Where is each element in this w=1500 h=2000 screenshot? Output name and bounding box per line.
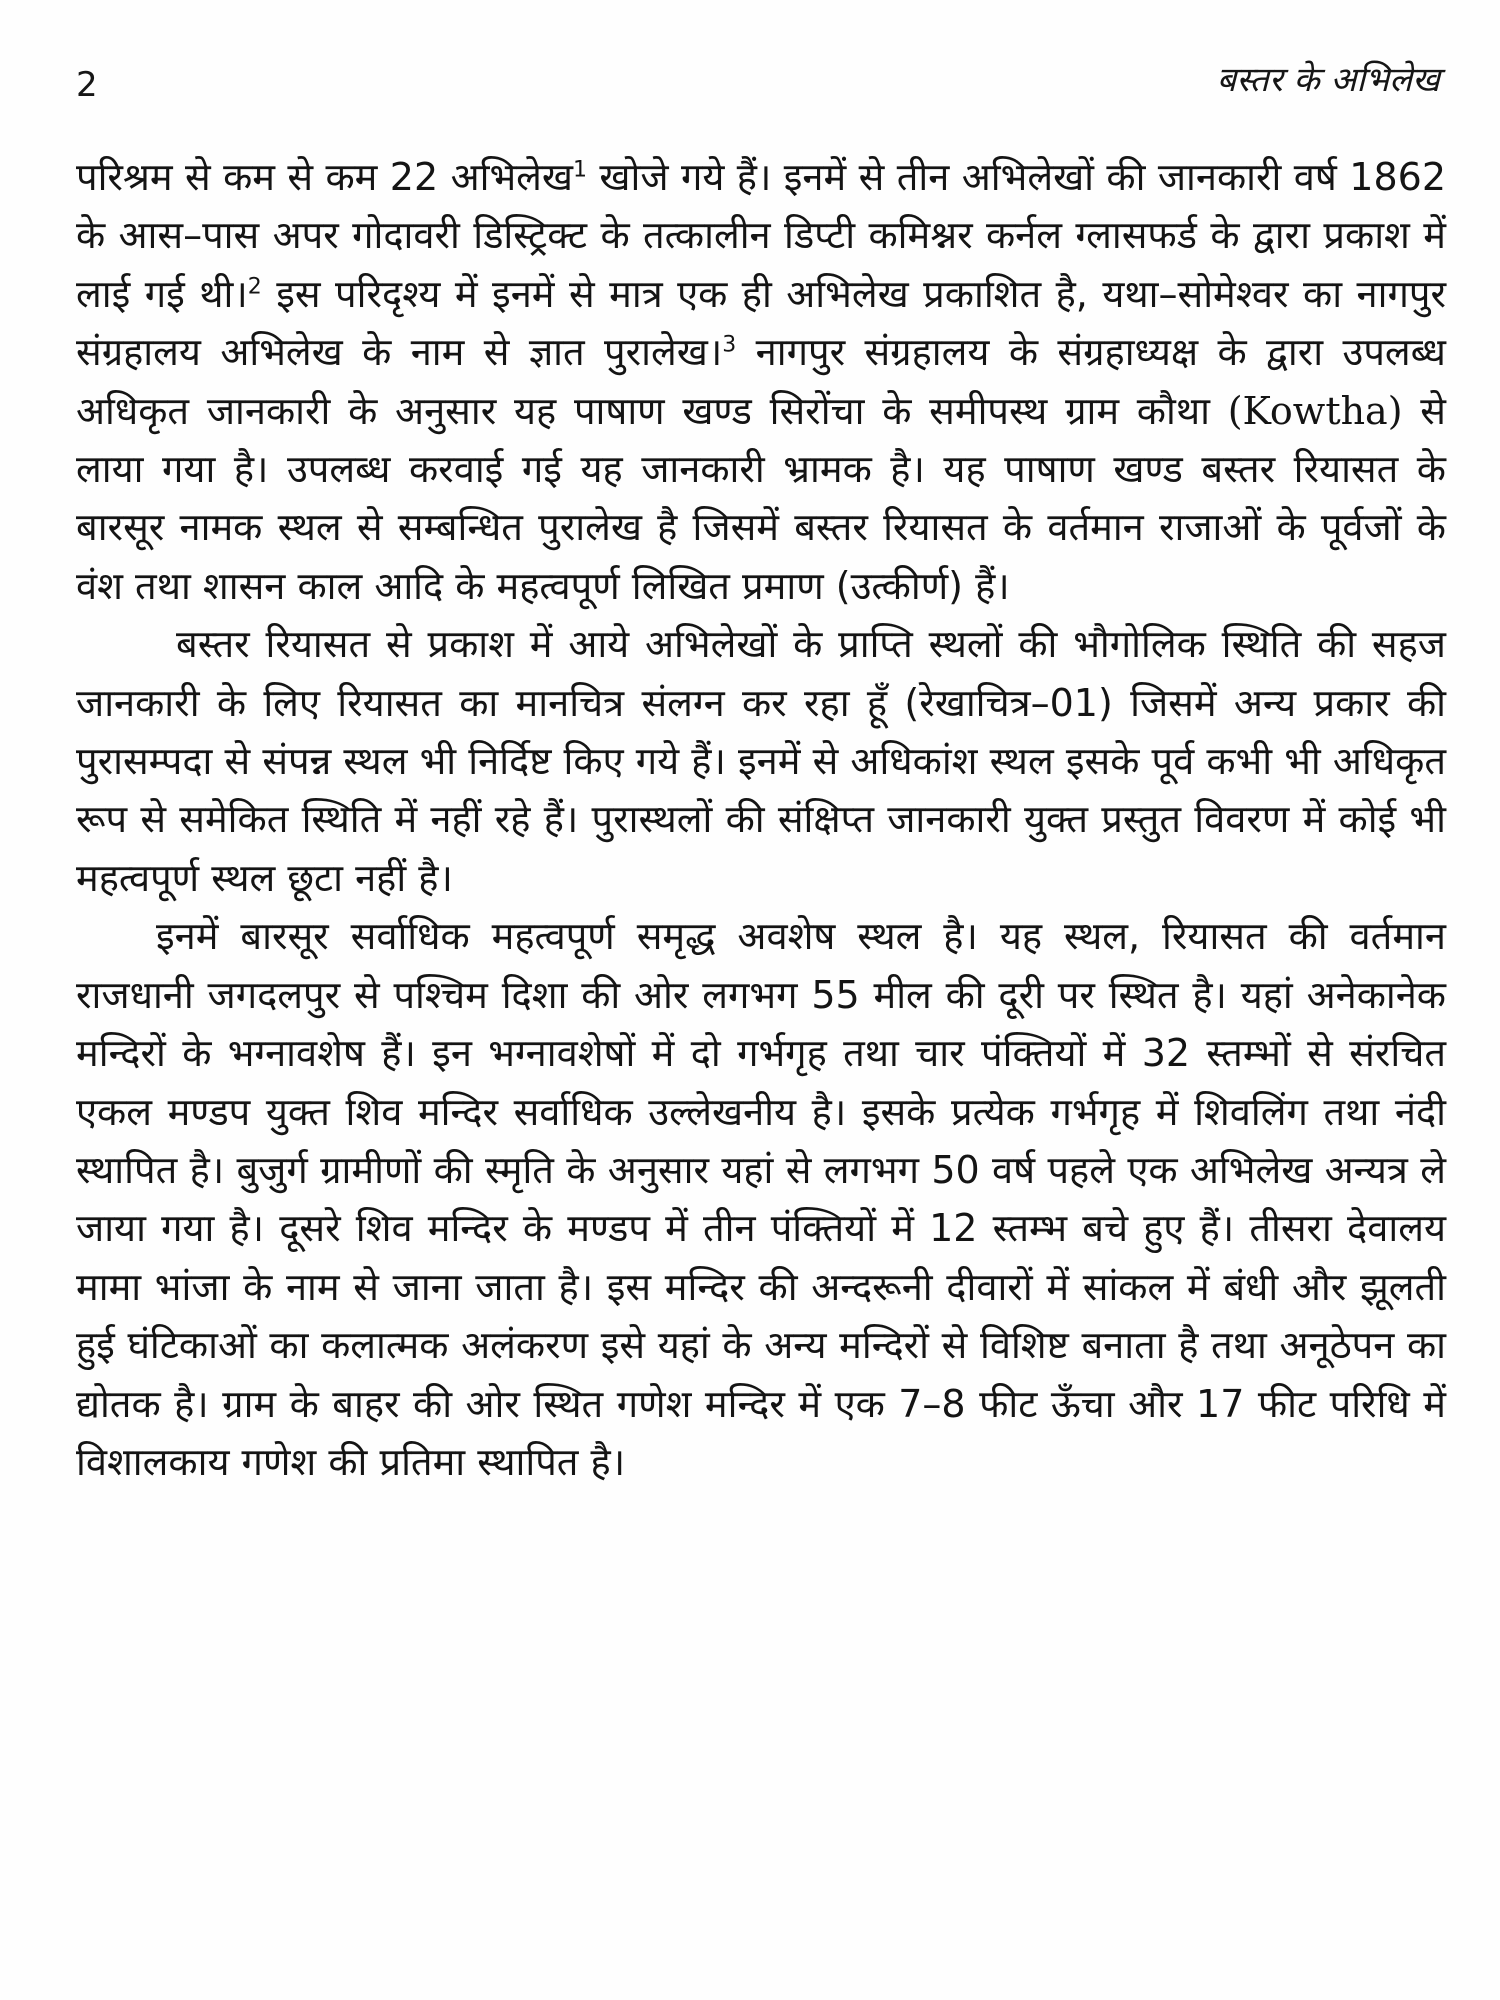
- page-number: 2: [76, 65, 98, 105]
- running-title: बस्तर के अभिलेख: [1216, 60, 1440, 100]
- latin-place-name: (Kowtha): [1227, 388, 1403, 433]
- paragraph-1-text-d: नागपुर संग्रहालय के संग्रहाध्यक्ष के द्वारा उपलब्ध अधिकृत जानकारी के अनुसार यह पाषाण खण्ड सिरोंचा के समीपस्थ ग्राम कौथा: [76, 330, 1446, 433]
- paragraph-2: बस्तर रियासत से प्रकाश में आये अभिलेखों के प्राप्ति स्थलों की भौगोलिक स्थिति की सहज जानकारी के लिए रियासत का मानचित्र संलग्न कर रहा हूँ (रेखाचित्र–01) जिसमें अन्य प्रकार की पुरासम्पदा से संपन्न स्थल भी निर्दिष्ट किए गये हैं। इनमें से अधिकांश स्थल इसके पूर्व कभी भी अधिकृत रूप से समेकित स्थिति में नहीं रहे हैं। पुरास्थलों की संक्षिप्त जानकारी युक्त प्रस्तुत विवरण में कोई भी महत्वपूर्ण स्थल छूटा नहीं है।: [76, 622, 1446, 900]
- paragraph-1-text-b: खोजे गये हैं। इनमें से तीन अभिलेखों की जानकारी वर्ष 1862 के आस–पास अपर गोदावरी डिस्ट्रिक्ट के तत्कालीन डिप्टी कमिश्नर कर्नल ग्लासफर्ड के द्वारा प्रकाश में लाई गई थी।: [76, 155, 1446, 316]
- footnote-ref-1: 1: [573, 157, 588, 183]
- paragraph-1-text-c: इस परिदृश्य में इनमें से मात्र एक ही अभिलेख प्रकाशित है, यथा–सोमेश्वर का नागपुर संग्रहालय अभिलेख के नाम से ज्ञात पुरालेख।: [76, 271, 1446, 375]
- body-text: [76, 148, 1446, 1491]
- footnote-ref-2: 2: [247, 274, 262, 300]
- paragraph-1-text-a: परिश्रम से कम से कम 22 अभिलेख: [76, 155, 574, 199]
- paragraph-3: इनमें बारसूर सर्वाधिक महत्वपूर्ण समृद्ध अवशेष स्थल है। यह स्थल, रियासत की वर्तमान राजधानी जगदलपुर से पश्चिम दिशा की ओर लगभग 55 मील की दूरी पर स्थित है। यहां अनेकानेक मन्दिरों के भग्नावशेष हैं। इन भग्नावशेषों में दो गर्भगृह तथा चार पंक्तियों में 32 स्तम्भों से संरचित एकल मण्डप युक्त शिव मन्दिर सर्वाधिक उल्लेखनीय है। इसके प्रत्येक गर्भगृह में शिवलिंग तथा नंदी स्थापित है। बुजुर्ग ग्रामीणों की स्मृति के अनुसार यहां से लगभग 50 वर्ष पहले एक अभिलेख अन्यत्र ले जाया गया है। दूसरे शिव मन्दिर के मण्डप में तीन पंक्तियों में 12 स्तम्भ बचे हुए हैं। तीसरा देवालय मामा भांजा के नाम से जाना जाता है। इस मन्दिर की अन्दरूनी दीवारों में सांकल में बंधी और झूलती हुई घंटिकाओं का कलात्मक अलंकरण इसे यहां के अन्य मन्दिरों से विशिष्ट बनाता है तथा अनूठेपन का द्योतक है। ग्राम के बाहर की ओर स्थित गणेश मन्दिर में एक 7–8 फीट ऊँचा और 17 फीट परिधि में विशालकाय गणेश की प्रतिमा स्थापित है।: [76, 914, 1446, 1484]
- paragraph-1: [76, 148, 1446, 615]
- footnote-ref-3: 3: [722, 332, 737, 358]
- paragraph-1-text-e: से लाया गया है। उपलब्ध करवाई गई यह जानकारी भ्रामक है। यह पाषाण खण्ड बस्तर रियासत के बारसूर नामक स्थल से सम्बन्धित पुरालेख है जिसमें बस्तर रियासत के वर्तमान राजाओं के पूर्वजों के वंश तथा शासन काल आदि के महत्वपूर्ण लिखित प्रमाण (उत्कीर्ण) हैं।: [76, 388, 1446, 608]
- page-header: [76, 55, 1440, 105]
